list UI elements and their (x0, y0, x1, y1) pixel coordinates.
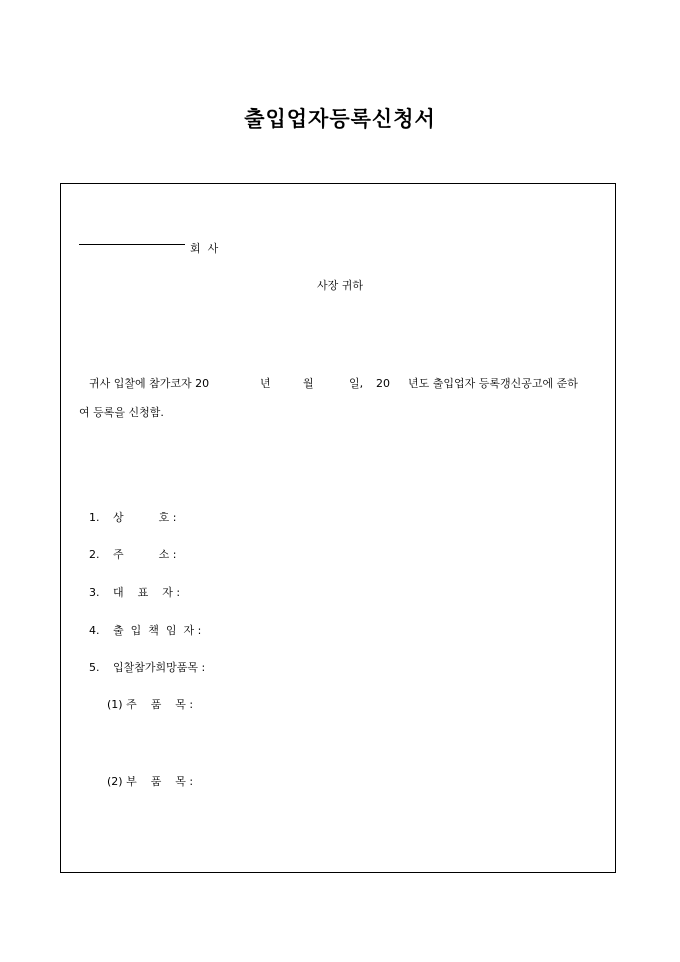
body-line1-day: 일, (349, 377, 364, 390)
item-1-label: 상 호 : (113, 511, 177, 524)
item-5-label: 입찰참가희망품목 : (113, 661, 206, 674)
document-title: 출입업자등록신청서 (244, 106, 436, 131)
body-line1-suffix: 년도 출입업자 등록갱신공고에 준하 (408, 377, 578, 390)
item-2-number: 2. (89, 548, 100, 561)
company-name-blank[interactable] (79, 244, 185, 245)
body-line1-prefix: 귀사 입찰에 참가코자 20 (89, 377, 210, 390)
item-4-number: 4. (89, 624, 100, 637)
item-3-label: 대 표 자 : (113, 586, 181, 599)
addressee: 사장 귀하 (317, 279, 364, 292)
item-3-number: 3. (89, 586, 100, 599)
body-line1-year2: 20 (376, 377, 390, 390)
body-line1-year: 년 (260, 377, 271, 390)
sub-item-secondary-products: (2) 부 품 목 : (107, 775, 194, 788)
company-suffix: 회 사 (190, 242, 219, 255)
body-line1-month: 월 (303, 377, 314, 390)
item-5-number: 5. (89, 661, 100, 674)
sub-item-main-products: (1) 주 품 목 : (107, 698, 194, 711)
item-1-number: 1. (89, 511, 100, 524)
item-4-label: 출 입 책 임 자 : (113, 624, 202, 637)
item-2-label: 주 소 : (113, 548, 177, 561)
body-line2: 여 등록을 신청함. (79, 406, 164, 419)
